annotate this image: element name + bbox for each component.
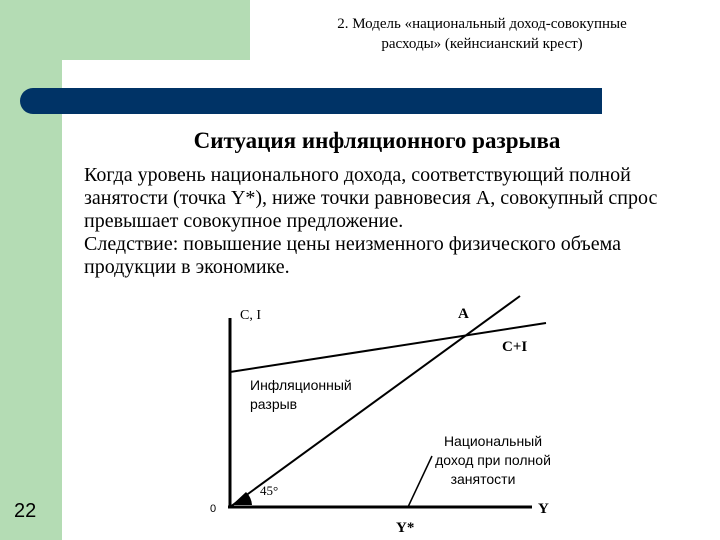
section-title-line1: 2. Модель «национальный доход-совокупные: [337, 16, 627, 32]
aggregate-expenditure-label: C+I: [502, 339, 528, 355]
angle-label: 45°: [260, 483, 279, 498]
gap-label-line1: Инфляционный: [250, 377, 352, 393]
slide-heading: Ситуация инфляционного разрыва: [193, 128, 561, 153]
origin-label: 0: [210, 503, 217, 515]
full-employment-label-line2: доход при полной: [435, 452, 551, 468]
y-axis-label: C, I: [240, 308, 261, 323]
full-employment-label-line1: Национальный: [443, 433, 543, 449]
equilibrium-point-label: A: [458, 306, 469, 322]
gap-label-line2: разрыв: [250, 396, 298, 412]
aggregate-expenditure-line: [230, 323, 546, 372]
full-employment-output-label: Y*: [396, 520, 415, 536]
full-employment-label-line3: занятости: [450, 471, 516, 487]
paragraph-consequence: Следствие: повышение цены неизменного физического объема продукции в экономике.: [84, 233, 621, 278]
page-number: 22: [14, 500, 37, 522]
x-axis-label: Y: [538, 501, 549, 517]
full-employment-pointer: [408, 456, 432, 507]
section-title-line2: расходы» (кейнсианский крест): [381, 36, 583, 52]
paragraph-condition: Когда уровень национального дохода, соответствующий полной занятости (точка Y*), ниже точки равновесия А, совокупный спрос превышает совокупное предложение.: [84, 164, 658, 232]
